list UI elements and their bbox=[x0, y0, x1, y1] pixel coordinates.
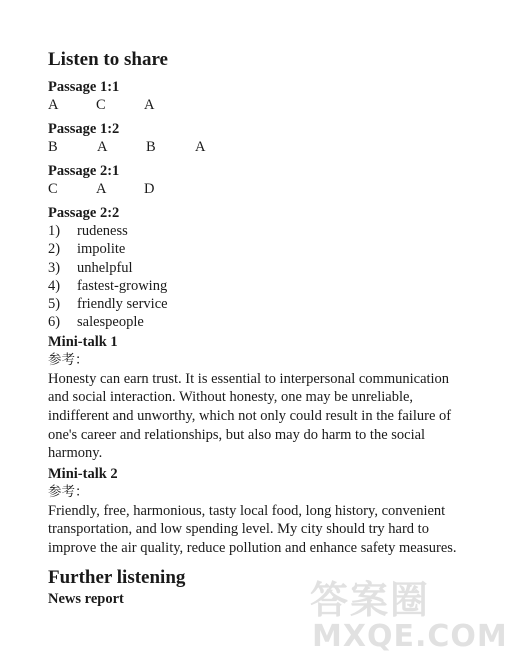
answer: B bbox=[48, 139, 58, 155]
mini-talk-1 bbox=[48, 333, 468, 463]
list-item bbox=[48, 240, 468, 258]
passage-1-2 bbox=[48, 120, 468, 157]
list-item bbox=[48, 222, 468, 240]
mini-talk-2 bbox=[48, 465, 468, 558]
answer: A bbox=[195, 139, 206, 155]
list-number: 6) bbox=[48, 314, 61, 331]
answer: A bbox=[48, 97, 59, 113]
list-number: 4) bbox=[48, 277, 61, 294]
list-text: friendly service bbox=[77, 296, 168, 313]
watermark-url: MXQE.COM bbox=[312, 619, 508, 654]
list-item bbox=[48, 259, 468, 277]
answer: D bbox=[144, 181, 155, 197]
section-title: Listen to share bbox=[48, 49, 168, 70]
list-item bbox=[48, 277, 468, 295]
list-number: 5) bbox=[48, 296, 61, 313]
list-text: impolite bbox=[77, 241, 126, 258]
answer-row bbox=[48, 96, 468, 115]
news-report-subtitle: News report bbox=[48, 590, 124, 607]
list-number: 2) bbox=[48, 241, 61, 258]
list-item bbox=[48, 313, 468, 331]
answer: C bbox=[48, 181, 58, 197]
answer-row bbox=[48, 180, 468, 199]
reference-paragraph: Honesty can earn trust. It is essential to interpersonal communication and social interaction. Without honesty, one may be unreliable, indifferent and unworthy, which not only could result in the failure of one's career and relationships, but also may do harm to the social harmony. bbox=[48, 370, 452, 462]
answer-row bbox=[48, 138, 468, 157]
watermark-text: 答案圈 bbox=[310, 578, 431, 622]
answer: A bbox=[144, 97, 155, 113]
answer: A bbox=[97, 139, 108, 155]
list-item bbox=[48, 295, 468, 313]
passage-label: Passage 1:2 bbox=[48, 121, 120, 137]
list-number: 1) bbox=[48, 223, 61, 239]
reference-label: 参考： bbox=[48, 483, 89, 500]
mini-talk-label: Mini-talk 2 bbox=[48, 465, 118, 482]
answer-document bbox=[48, 48, 468, 608]
list-text: fastest-growing bbox=[77, 277, 168, 294]
passage-2-2 bbox=[48, 204, 468, 332]
answer: B bbox=[146, 139, 156, 155]
mini-talk-label: Mini-talk 1 bbox=[48, 333, 118, 350]
further-listening-title: Further listening bbox=[48, 566, 186, 588]
answer: A bbox=[96, 181, 107, 197]
passage-label: Passage 2:2 bbox=[48, 205, 120, 221]
list-text: salespeople bbox=[77, 314, 144, 331]
answer: C bbox=[96, 97, 106, 113]
passage-2-1 bbox=[48, 162, 468, 199]
passage-label: Passage 1:1 bbox=[48, 79, 120, 95]
list-number: 3) bbox=[48, 259, 61, 276]
passage-label: Passage 2:1 bbox=[48, 163, 120, 179]
list-text: rudeness bbox=[77, 223, 128, 239]
passage-1-1 bbox=[48, 78, 468, 115]
list-text: unhelpful bbox=[77, 259, 133, 276]
reference-label: 参考： bbox=[48, 351, 89, 368]
reference-paragraph: Friendly, free, harmonious, tasty local food, long history, convenient transportation, and low spending level. My city should try hard to improve the air quality, reduce pollution and enhance safety measures. bbox=[48, 502, 457, 556]
answer-list bbox=[48, 222, 468, 332]
